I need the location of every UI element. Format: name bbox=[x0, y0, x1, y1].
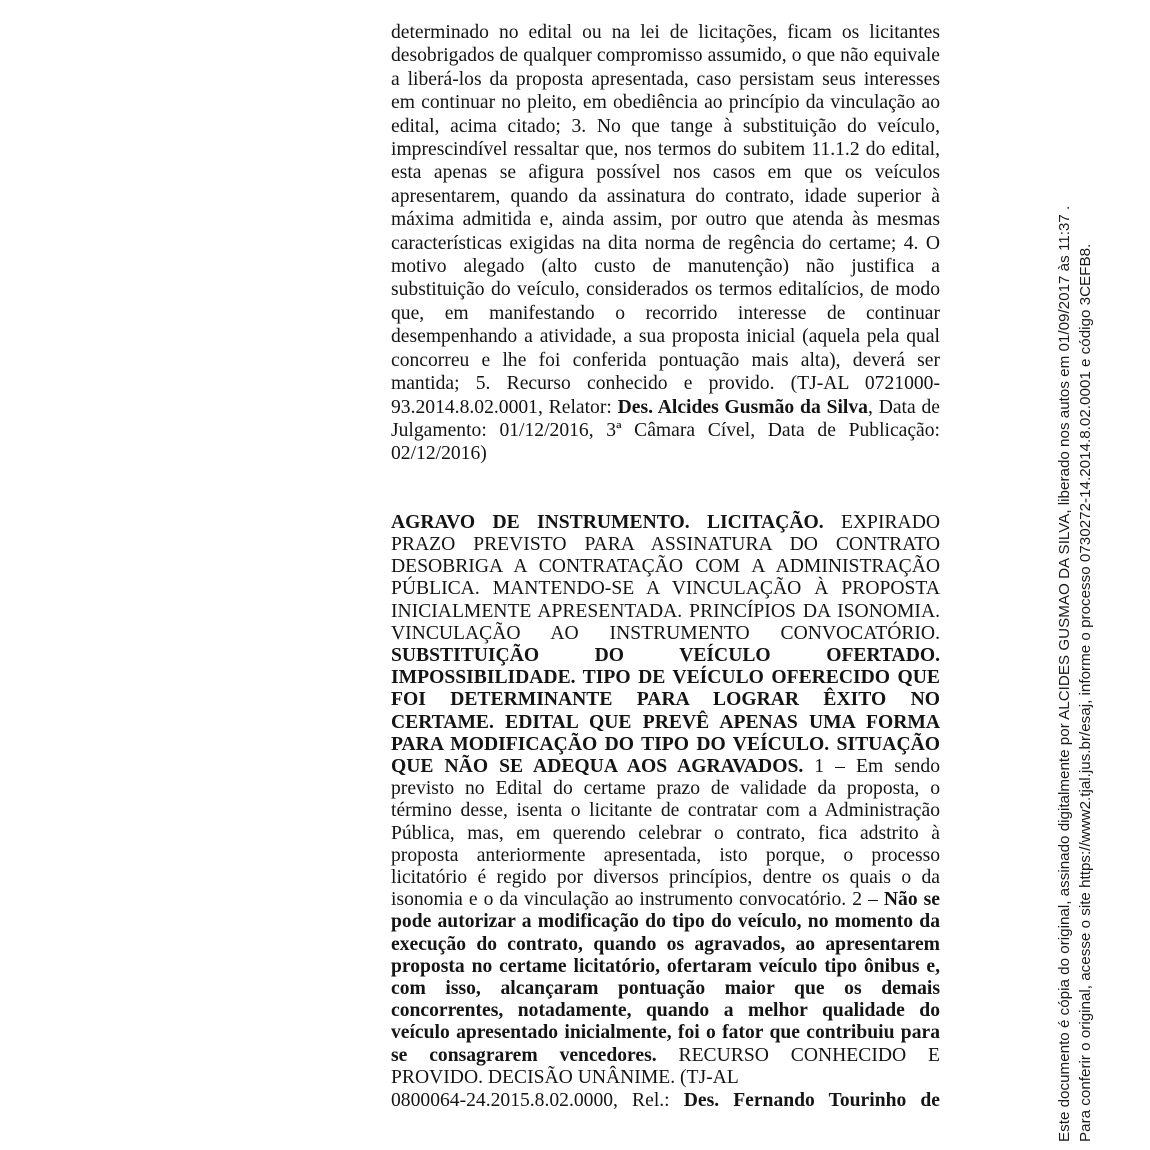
jurisprudence-paragraph-1 bbox=[391, 21, 940, 466]
paragraph-text: , Data de Julgamento: 01/12/2016, 3ª Câmara Cível, Data de Publicação: 02/12/2016) bbox=[391, 396, 941, 465]
jurisprudence-paragraph-2 bbox=[391, 512, 940, 1089]
paragraph-text: RECURSO CONHECIDO E PROVIDO. DECISÃO UNÂNIME. (TJ-AL bbox=[391, 1044, 940, 1088]
paragraph-gap bbox=[391, 466, 940, 512]
rapporteur-name: Des. Fernando Tourinho de bbox=[683, 1090, 940, 1111]
stamp-line-1: Este documento é cópia do original, assinado digitalmente por ALCIDES GUSMAO DA SILVA, liberado nos autos em 01/09/2017 às 11:37 . bbox=[1056, 205, 1073, 1142]
paragraph-text: 0800064-24.2015.8.02.0000, Rel.: bbox=[391, 1090, 684, 1111]
stamp-line-2: Para conferir o original, acesse o site https://www2.tjal.jus.br/esaj, informe o processo 0730272-14.2014.8.02.0001 e código 3CEFB8. bbox=[1077, 243, 1094, 1142]
paragraph-text: determinado no edital ou na lei de licitações, ficam os licitantes desobrigados de qualquer compromisso assumido, o que não equivale a liberá-los da proposta apresentada, caso persistam seus interesses em continuar no pleito, em obediência ao princípio da vinculação ao edital, acima citado; 3. No que tange à substituição do veículo, imprescindível ressaltar que, nos termos do subitem 11.1.2 do edital, esta apenas se afigura possível nos casos em que os veículos apresentarem, quando da assinatura do contrato, idade superior à máxima admitida e, ainda assim, por outro que atenda às mesmas características exigidas na dita norma de regência do certame; 4. O motivo alegado (alto custo de manutenção) não justifica a substituição do veículo, considerados os termos editalícios, de modo que, em manifestando o recorrido interesse de continuar desempenhando a atividade, a sua proposta inicial (aquela pela qual concorreu e lhe foi conferida pontuação mais alta), deverá ser mantida; 5. Recurso conhecido e provido. (TJ-AL 0721000-93.2014.8.02.0001, Relator: bbox=[391, 22, 940, 418]
digital-signature-stamp bbox=[1054, 0, 1150, 1150]
summary-bold-text: SUBSTITUIÇÃO DO VEÍCULO OFERTADO. IMPOSSIBILIDADE. TIPO DE VEÍCULO OFERECIDO QUE FOI DETERMINANTE PARA LOGRAR ÊXITO NO CERTAME. EDITAL QUE PREVÊ APENAS UMA FORMA PARA MODIFICAÇÃO DO TIPO DO VEÍCULO. SITUAÇÃO QUE NÃO SE ADEQUA AOS AGRAVADOS. bbox=[391, 644, 940, 777]
summary-bold-text: Não se pode autorizar a modificação do tipo do veículo, no momento da execução do contrato, quando os agravados, ao apresentarem proposta no certame licitatório, ofertaram veículo tipo ônibus e, com isso, alcançaram pontuação maior que os demais concorrentes, notadamente, quando a melhor qualidade do veículo apresentado inicialmente, foi o fator que contribuiu para se consagrarem vencedores. bbox=[391, 889, 940, 1066]
rapporteur-name: Des. Alcides Gusmão da Silva bbox=[617, 396, 868, 418]
summary-heading: AGRAVO DE INSTRUMENTO. LICITAÇÃO. bbox=[391, 511, 824, 533]
document-body bbox=[391, 21, 940, 1112]
paragraph-text: 1 – Em sendo previsto no Edital do certame prazo de validade da proposta, o término desse, isenta o licitante de contratar com a Administração Pública, mas, em querendo celebrar o contrato, fica adstrito à proposta anteriormente apresentada, isto porque, o processo licitatório é regido por diversos princípios, dentre os quais o da isonomia e o da vinculação ao instrumento convocatório. 2 – bbox=[391, 755, 940, 911]
paragraph-text: EXPIRADO PRAZO PREVISTO PARA ASSINATURA DO CONTRATO DESOBRIGA A CONTRATAÇÃO COM A ADMINISTRAÇÃO PÚBLICA. MANTENDO-SE A VINCULAÇÃO À PROPOSTA INICIALMENTE APRESENTADA. PRINCÍPIOS DA ISONOMIA. VINCULAÇÃO AO INSTRUMENTO CONVOCATÓRIO. bbox=[391, 511, 941, 644]
cut-off-line bbox=[391, 1089, 940, 1112]
